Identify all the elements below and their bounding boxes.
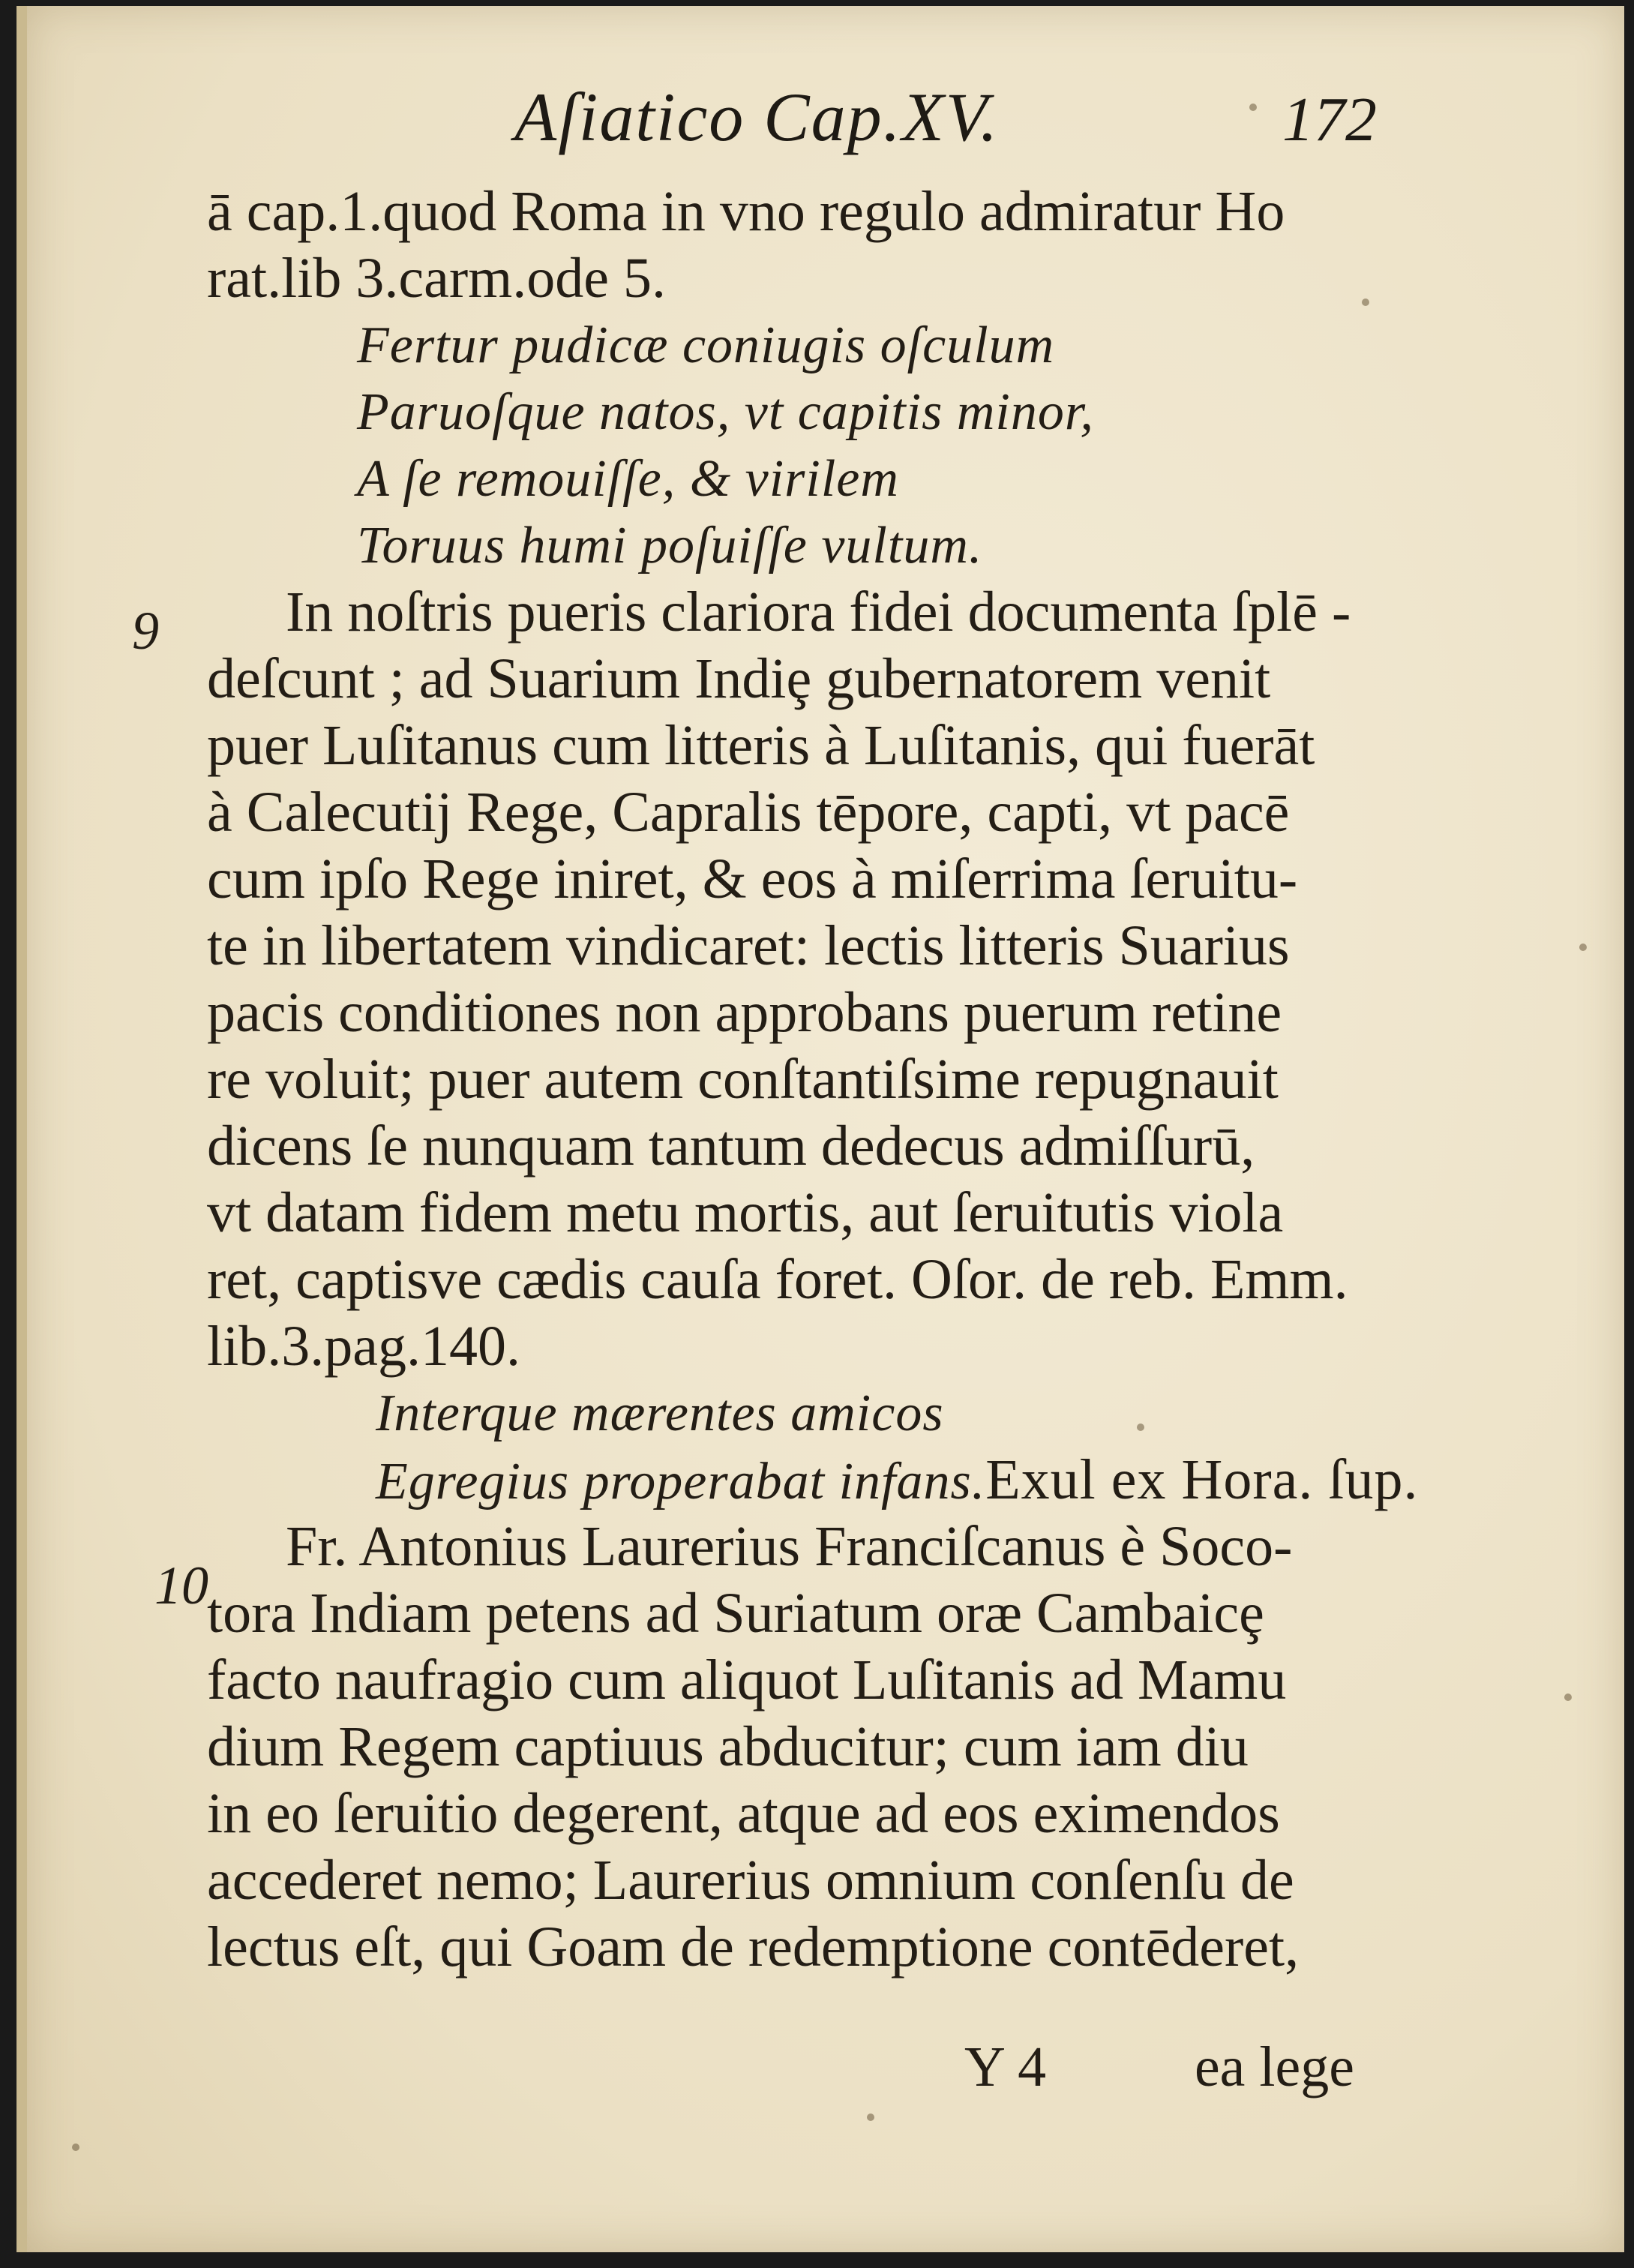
verse-line: Toruus humi poſuiſſe vultum. xyxy=(357,517,983,574)
text-line: vt datam fidem metu mortis, aut ſeruitutis viola xyxy=(207,1181,1284,1244)
ink-speck xyxy=(1579,944,1587,951)
running-head xyxy=(27,77,1624,160)
text-line: dicens ſe nunquam tantum dedecus admiſſurū, xyxy=(207,1114,1255,1178)
ink-speck xyxy=(1362,298,1369,306)
paragraph-first-line: In noſtris pueris clariora fidei documenta ſplē - xyxy=(286,580,1351,644)
body-text xyxy=(207,178,1437,1981)
text-line: puer Luſitanus cum litteris à Luſitanis, qui fuerāt xyxy=(207,714,1315,777)
text-line: deſcunt ; ad Suarium Indiȩ gubernatorem venit xyxy=(207,647,1271,710)
text-line: lectus eſt, qui Goam de redemptione contēderet, xyxy=(207,1916,1300,1978)
verse-line: Paruoſque natos, vt capitis minor, xyxy=(357,383,1094,441)
text-line: lib.3.pag.140. xyxy=(207,1315,520,1378)
verse-text: Egregius properabat infans. xyxy=(376,1453,986,1510)
margin-number: 9 xyxy=(132,601,159,661)
citation: Exul ex Hora. ſup. xyxy=(985,1448,1419,1511)
text-line: te in libertatem vindicaret: lectis litteris Suarius xyxy=(207,914,1290,977)
text-line: rat.lib 3.carm.ode 5. xyxy=(207,247,667,310)
page-footer xyxy=(27,2035,1624,2102)
margin-number: 10 xyxy=(154,1556,208,1616)
text-line: in eo ſeruitio degerent, atque ad eos eximendos xyxy=(207,1782,1280,1845)
ink-speck xyxy=(72,2144,79,2151)
running-head-title: Aſiatico Cap.XV. xyxy=(514,79,1000,155)
ink-speck xyxy=(867,2114,874,2121)
book-page xyxy=(16,6,1624,2252)
verse-line: Interque mærentes amicos xyxy=(376,1384,944,1442)
text-line: cum ipſo Rege iniret, & eos à miſerrima ſeruitu- xyxy=(207,848,1298,910)
ink-speck xyxy=(1137,1424,1144,1431)
signature-mark: Y 4 xyxy=(964,2036,1047,2098)
text-line: accederet nemo; Laurerius omnium conſenſu de xyxy=(207,1849,1294,1912)
text-line: à Calecutij Rege, Capralis tēpore, capti, vt pacē xyxy=(207,781,1290,844)
text-line: ā cap.1.quod Roma in vno regulo admiratur Ho xyxy=(207,180,1285,243)
catchword: ea lege xyxy=(1194,2036,1354,2098)
page-number: 172 xyxy=(1282,85,1377,154)
ink-speck xyxy=(1249,104,1257,111)
verse-line: A ſe remouiſſe, & virilem xyxy=(357,450,899,508)
ink-speck xyxy=(1564,1694,1572,1701)
text-line: ret, captisve cædis cauſa foret. Oſor. de reb. Emm. xyxy=(207,1248,1348,1311)
text-line: pacis conditiones non approbans puerum retine xyxy=(207,981,1282,1044)
verse-line-with-citation xyxy=(207,1447,1437,1514)
text-line: tora Indiam petens ad Suriatum oræ Cambaicȩ xyxy=(207,1582,1264,1645)
text-line: re voluit; puer autem conſtantiſsime repugnauit xyxy=(207,1048,1279,1111)
verse-line: Fertur pudicæ coniugis oſculum xyxy=(357,316,1055,374)
paragraph-first-line: Fr. Antonius Laurerius Franciſcanus è Soco- xyxy=(286,1515,1293,1578)
text-line: facto naufragio cum aliquot Luſitanis ad Mamu xyxy=(207,1648,1287,1712)
text-line: dium Regem captiuus abducitur; cum iam diu xyxy=(207,1715,1249,1778)
